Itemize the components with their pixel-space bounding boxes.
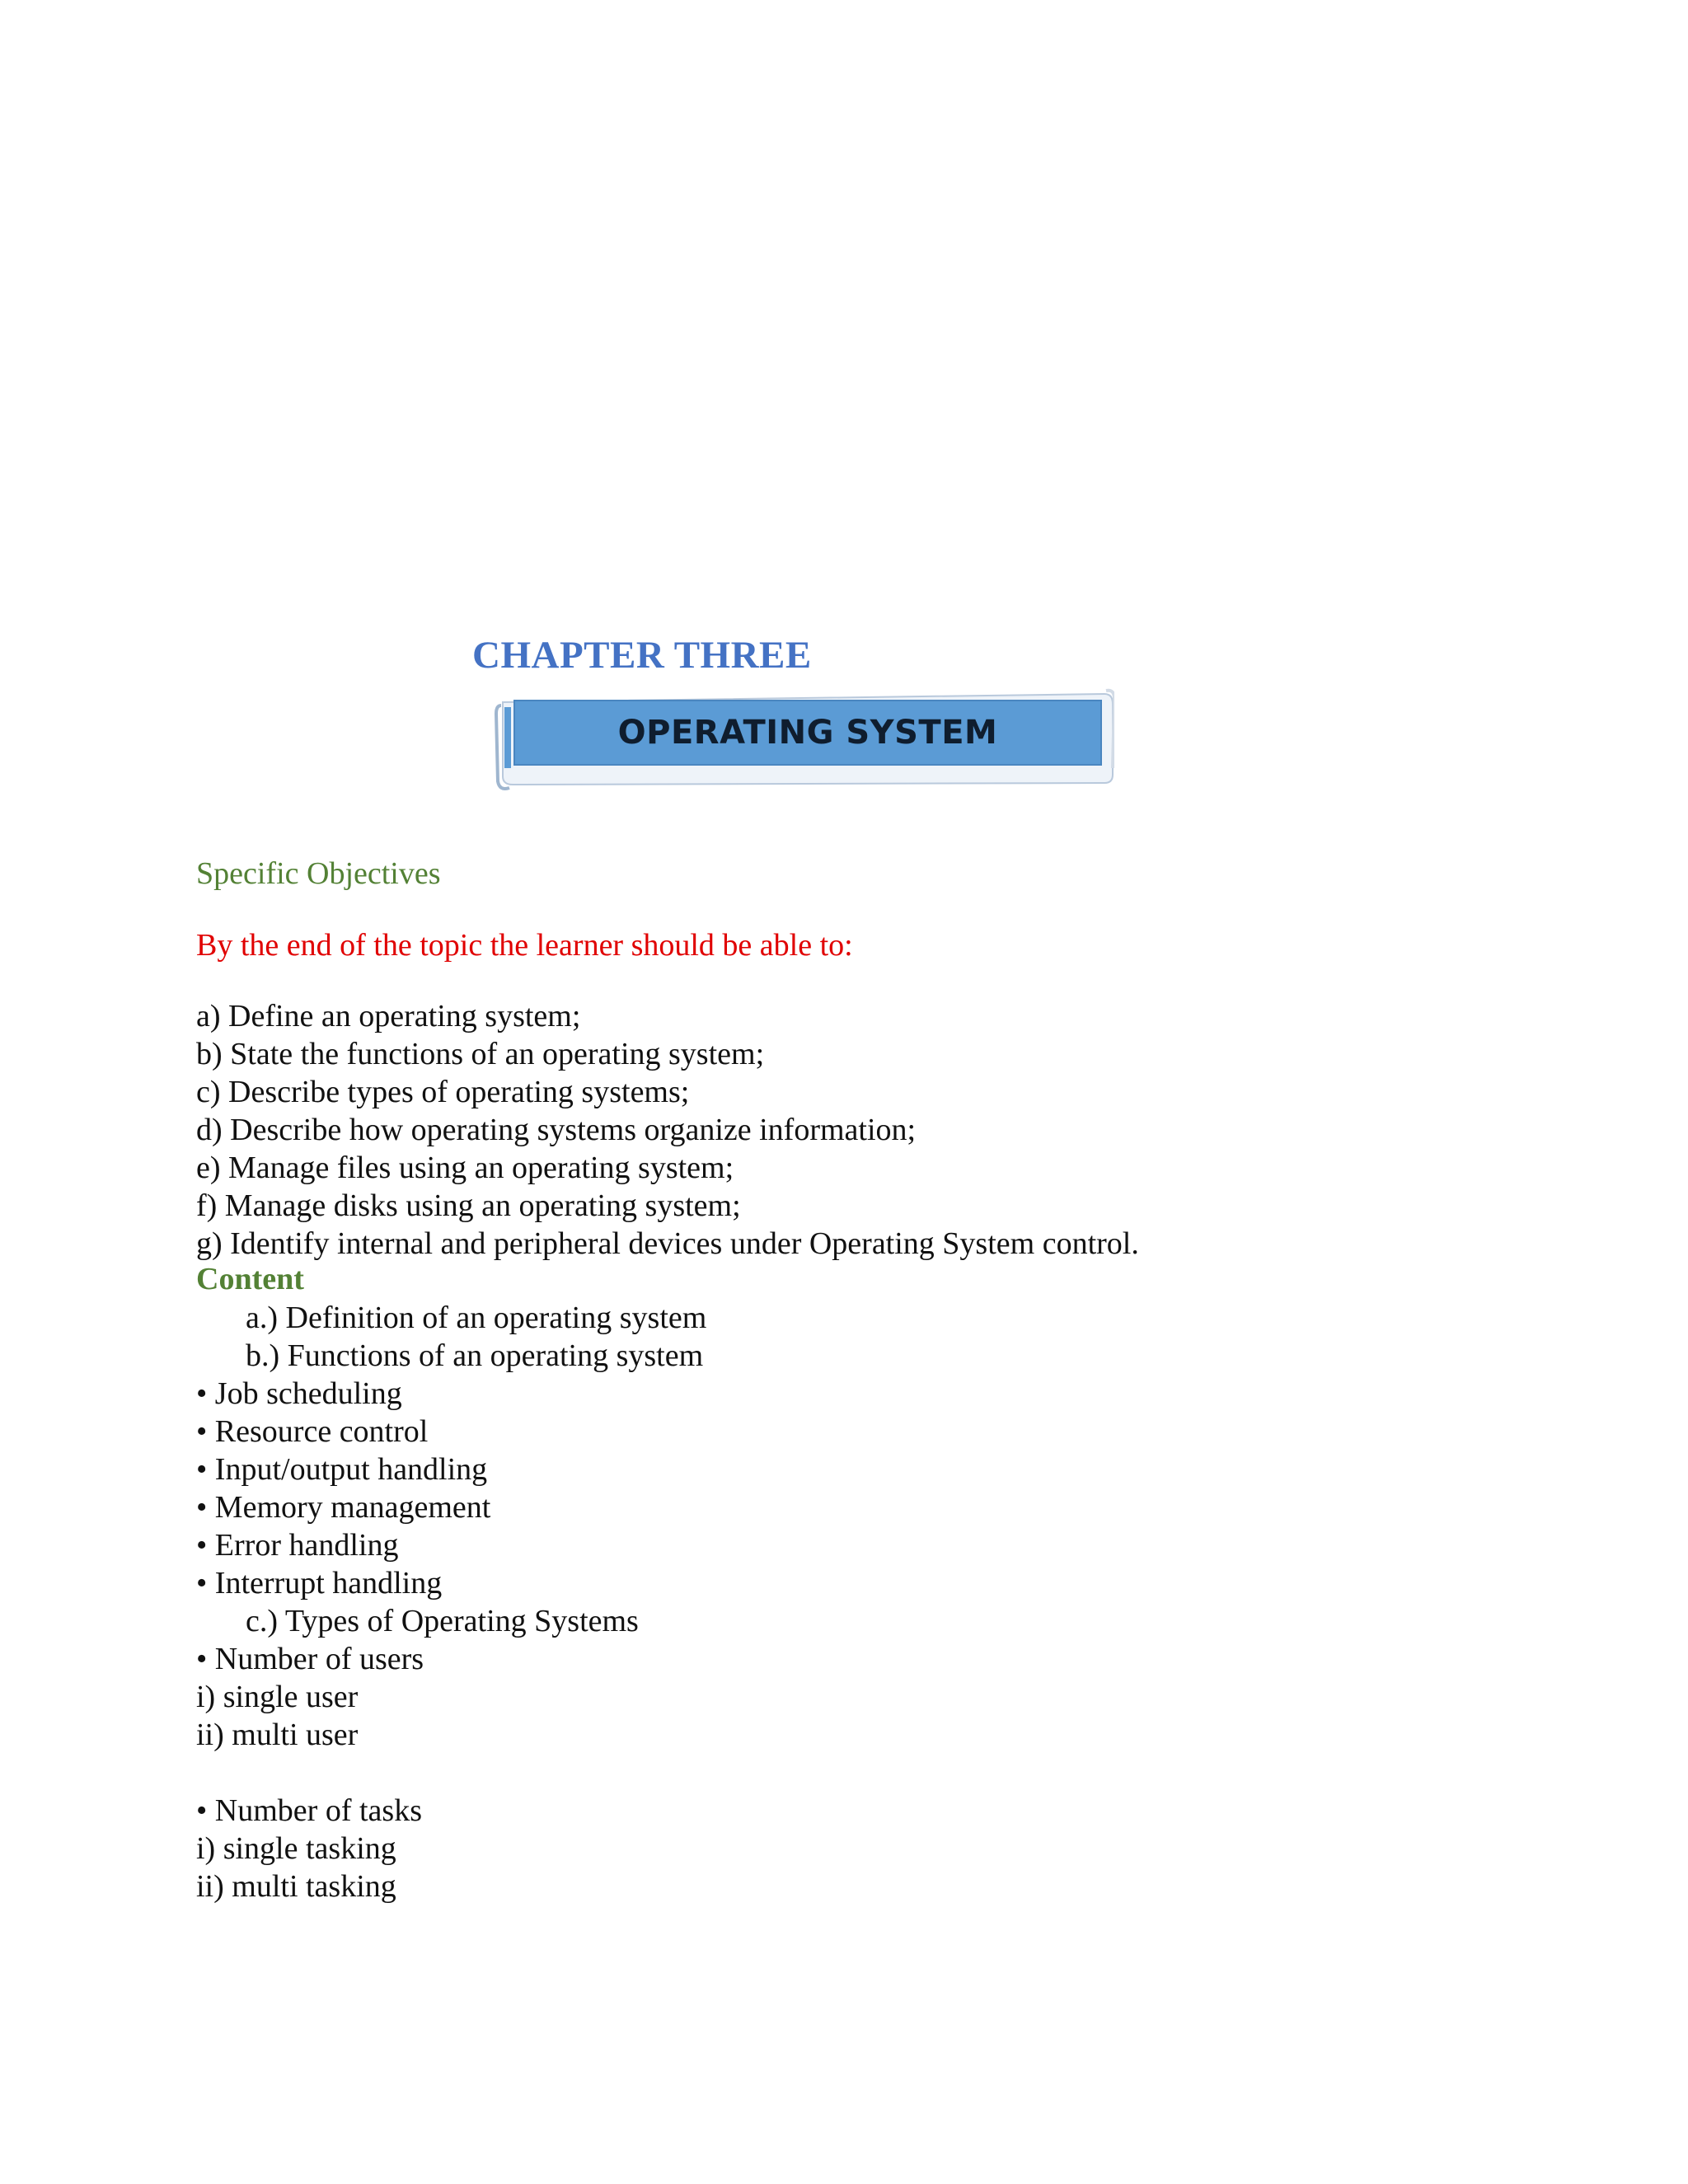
objective-item: e) Manage files using an operating system; (196, 1151, 734, 1185)
content-bullet: • Interrupt handling (196, 1566, 443, 1601)
objective-item: f) Manage disks using an operating system; (196, 1188, 741, 1223)
banner-title: OPERATING SYSTEM (617, 714, 998, 752)
objective-item: c) Describe types of operating systems; (196, 1075, 690, 1109)
content-bullet: • Memory management (196, 1490, 491, 1525)
content-item: b.) Functions of an operating system (246, 1338, 704, 1373)
chapter-banner (495, 686, 1114, 791)
content-bullet: • Input/output handling (196, 1452, 488, 1487)
content-item: a.) Definition of an operating system (246, 1301, 707, 1335)
content-subitem: i) single tasking (196, 1831, 396, 1866)
objective-item: d) Describe how operating systems organize information; (196, 1113, 917, 1147)
content-subitem: i) single user (196, 1680, 359, 1714)
objective-item: a) Define an operating system; (196, 999, 581, 1033)
content-bullet: • Error handling (196, 1528, 399, 1563)
objectives-heading: Specific Objectives (196, 856, 441, 891)
content-bullet: • Number of tasks (196, 1793, 422, 1828)
content-bullet: • Job scheduling (196, 1376, 402, 1411)
content-heading: Content (196, 1262, 304, 1296)
content-subitem: ii) multi user (196, 1718, 359, 1752)
objective-item: g) Identify internal and peripheral devices under Operating System control. (196, 1226, 1139, 1261)
chapter-title: CHAPTER THREE (472, 634, 812, 677)
objective-item: b) State the functions of an operating system; (196, 1037, 765, 1071)
content-subitem: ii) multi tasking (196, 1869, 396, 1904)
content-bullet: • Resource control (196, 1414, 429, 1449)
content-item: c.) Types of Operating Systems (246, 1604, 639, 1638)
objectives-intro: By the end of the topic the learner should be able to: (196, 928, 853, 963)
content-bullet: • Number of users (196, 1642, 424, 1676)
